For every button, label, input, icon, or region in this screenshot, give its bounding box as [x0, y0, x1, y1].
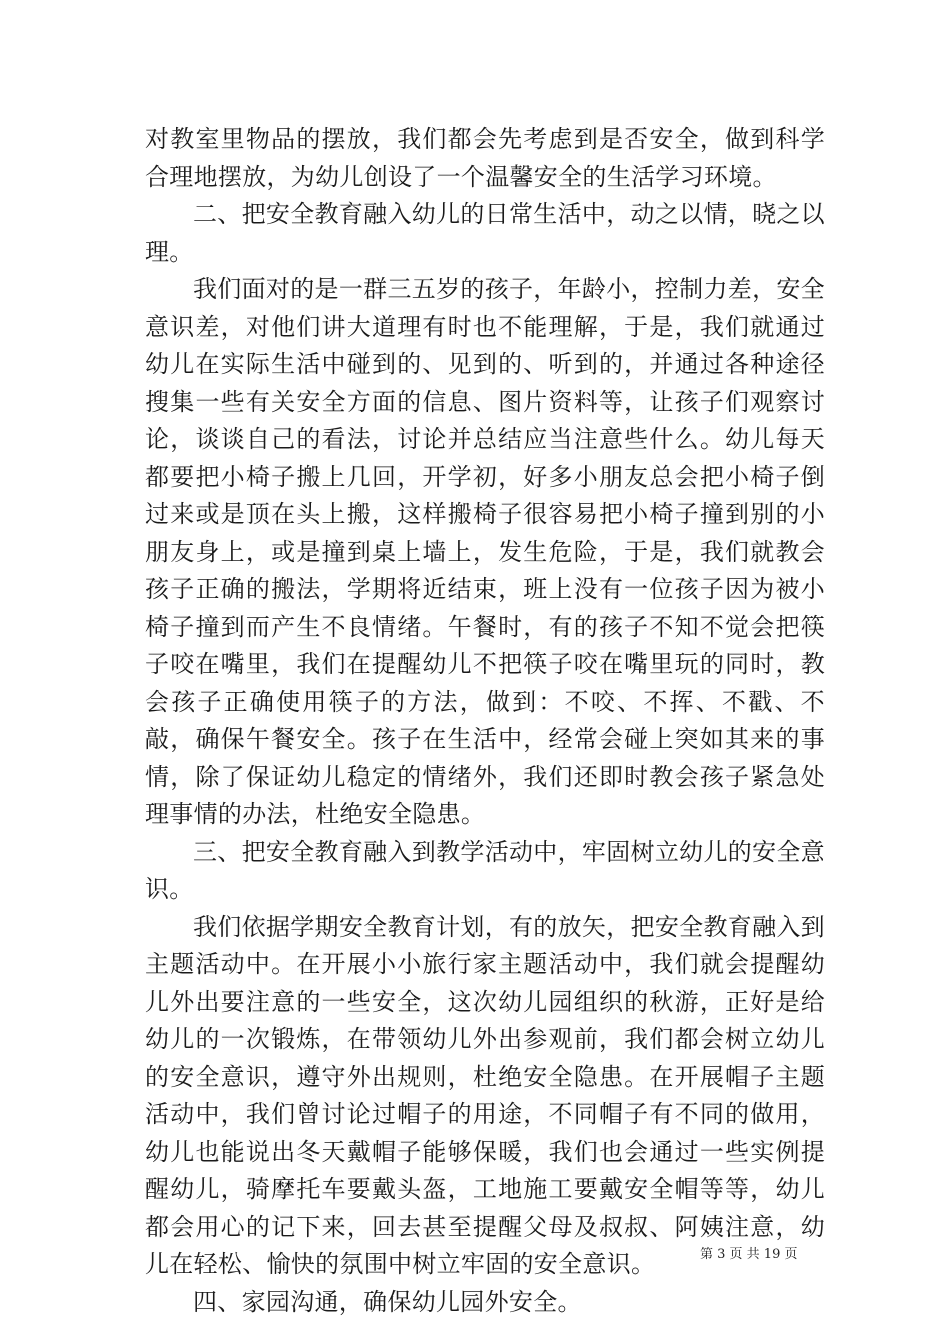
paragraph-continuation: 对教室里物品的摆放，我们都会先考虑到是否安全，做到科学合理地摆放，为幼儿创设了一个温馨安全的生活学习环境。: [145, 125, 825, 191]
paragraph-teaching-activities: 我们依据学期安全教育计划，有的放矢，把安全教育融入到主题活动中。在开展小小旅行家主题活动中，我们就会提醒幼儿外出要注意的一些安全，这次幼儿园组织的秋游，正好是给幼儿的一次锻炼，在带领幼儿外出参观前，我们都会树立幼儿的安全意识，遵守外出规则，杜绝安全隐患。在开展帽子主题活动中，我们曾讨论过帽子的用途，不同帽子有不同的做用，幼儿也能说出冬天戴帽子能够保暖，我们也会通过一些实例提醒幼儿，骑摩托车要戴头盔，工地施工要戴安全帽等等，幼儿都会用心的记下来，回去甚至提醒父母及叔叔、阿姨注意，幼儿在轻松、愉快的氛围中树立牢固的安全意识。: [145, 912, 825, 1278]
section-heading-3: 三、把安全教育融入到教学活动中，牢固树立幼儿的安全意识。: [145, 837, 825, 903]
section-heading-2: 二、把安全教育融入幼儿的日常生活中，动之以情，晓之以理。: [145, 200, 825, 266]
document-body: [145, 121, 825, 1321]
page-number: 第 3 页 共 19 页: [700, 1247, 798, 1262]
section-heading-4: 四、家园沟通，确保幼儿园外安全。: [193, 1287, 582, 1316]
paragraph-daily-life: 我们面对的是一群三五岁的孩子，年龄小，控制力差，安全意识差，对他们讲大道理有时也不能理解，于是，我们就通过幼儿在实际生活中碰到的、见到的、听到的，并通过各种途径搜集一些有关安全方面的信息、图片资料等，让孩子们观察讨论，谈谈自己的看法，讨论并总结应当注意些什么。幼儿每天都要把小椅子搬上几回，开学初，好多小朋友总会把小椅子倒过来或是顶在头上搬，这样搬椅子很容易把小椅子撞到别的小朋友身上，或是撞到桌上墙上，发生危险，于是，我们就教会孩子正确的搬法，学期将近结束，班上没有一位孩子因为被小椅子撞到而产生不良情绪。午餐时，有的孩子不知不觉会把筷子咬在嘴里，我们在提醒幼儿不把筷子咬在嘴里玩的同时，教会孩子正确使用筷子的方法，做到：不咬、不挥、不戳、不敲，确保午餐安全。孩子在生活中，经常会碰上突如其来的事情，除了保证幼儿稳定的情绪外，我们还即时教会孩子紧急处理事情的办法，杜绝安全隐患。: [145, 275, 825, 828]
